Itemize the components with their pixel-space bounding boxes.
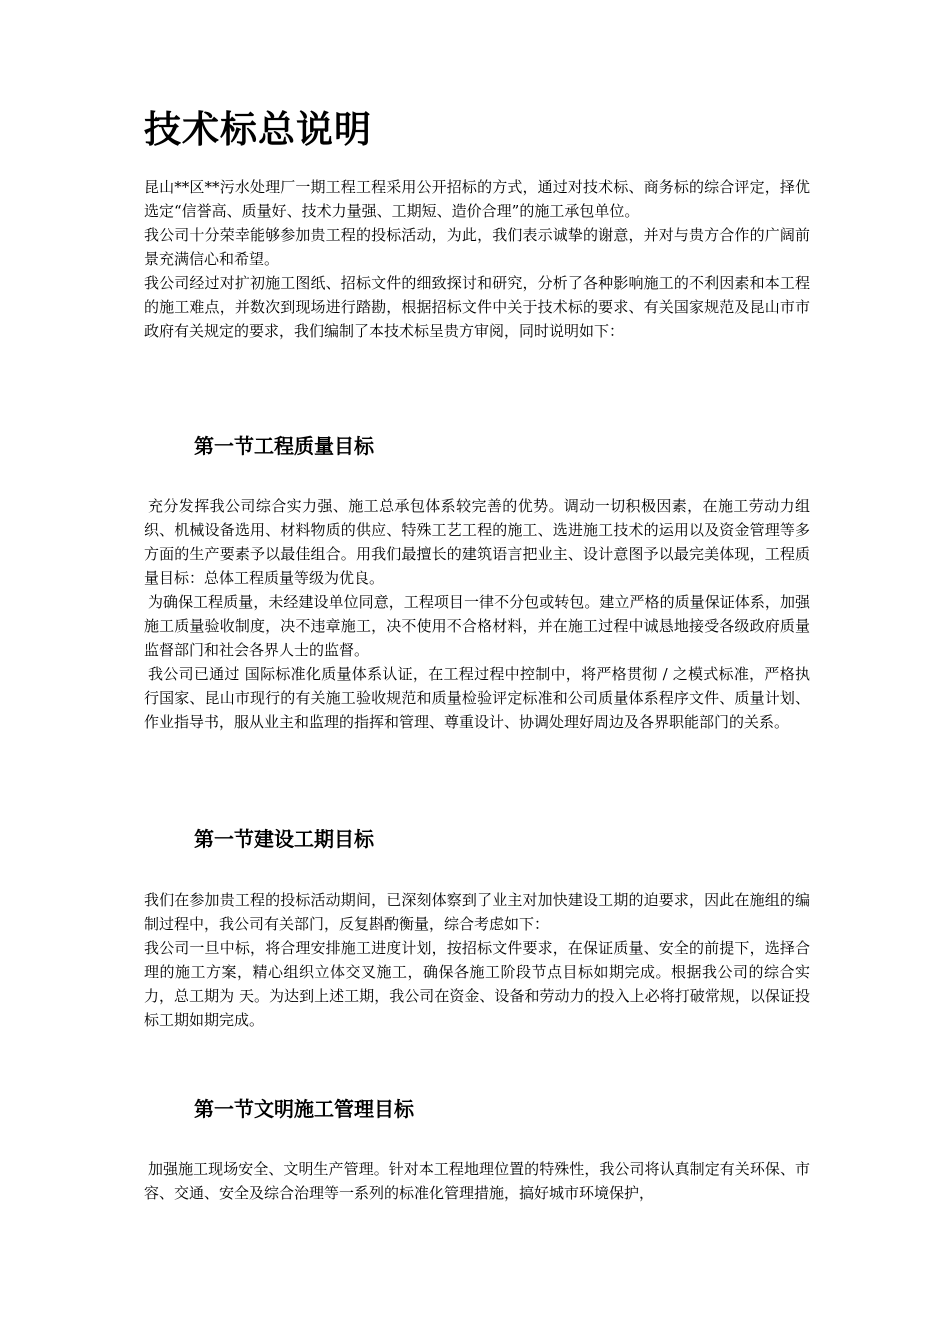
section-paragraph: 我公司已通过 国际标准化质量体系认证，在工程过程中控制中，将严格贯彻 / 之模式标准，严格执行国家、昆山市现行的有关施工验收规范和质量检验评定标准和公司质量体系程序文件、质量计划、作业指导书，服从业主和监理的指挥和管理、尊重设计、协调处理好周边及各界职能部门的关系。 (144, 665, 810, 731)
section-body-schedule (144, 888, 810, 1032)
section-paragraph: 我们在参加贵工程的投标活动期间，已深刻体察到了业主对加快建设工期的迫要求，因此在施组的编制过程中，我公司有关部门，反复斟酌衡量，综合考虑如下： (144, 891, 810, 933)
section-paragraph: 加强施工现场安全、文明生产管理。针对本工程地理位置的特殊性，我公司将认真制定有关环保、市容、交通、安全及综合治理等一系列的标准化管理措施，搞好城市环境保护， (144, 1160, 810, 1202)
section-body-civilized-construction (144, 1157, 810, 1205)
intro-paragraph: 我公司十分荣幸能够参加贵工程的投标活动，为此，我们表示诚挚的谢意，并对与贵方合作的广阔前景充满信心和希望。 (144, 226, 810, 268)
section-heading-civilized-construction: 第一节文明施工管理目标 (194, 1097, 414, 1121)
document-title: 技术标总说明 (144, 107, 372, 151)
section-paragraph: 我公司一旦中标，将合理安排施工进度计划，按招标文件要求，在保证质量、安全的前提下，选择合理的施工方案，精心组织立体交叉施工，确保各施工阶段节点目标如期完成。根据我公司的综合实力，总工期为 天。为达到上述工期，我公司在资金、设备和劳动力的投入上必将打破常规，以保证投标工期如期完成。 (144, 939, 810, 1029)
intro-block (144, 175, 810, 343)
section-heading-quality: 第一节工程质量目标 (194, 434, 374, 458)
intro-paragraph: 我公司经过对扩初施工图纸、招标文件的细致探讨和研究，分析了各种影响施工的不利因素和本工程的施工难点，并数次到现场进行踏勘，根据招标文件中关于技术标的要求、有关国家规范及昆山市市政府有关规定的要求，我们编制了本技术标呈贵方审阅，同时说明如下： (144, 274, 810, 340)
section-paragraph: 为确保工程质量，未经建设单位同意，工程项目一律不分包或转包。建立严格的质量保证体系，加强施工质量验收制度，决不违章施工，决不使用不合格材料，并在施工过程中诚恳地接受各级政府质量监督部门和社会各界人士的监督。 (144, 593, 810, 659)
section-paragraph: 充分发挥我公司综合实力强、施工总承包体系较完善的优势。调动一切积极因素，在施工劳动力组织、机械设备选用、材料物质的供应、特殊工艺工程的施工、选进施工技术的运用以及资金管理等多方面的生产要素予以最佳组合。用我们最擅长的建筑语言把业主、设计意图予以最完美体现，工程质量目标：总体工程质量等级为优良。 (144, 497, 810, 587)
section-heading-schedule: 第一节建设工期目标 (194, 827, 374, 851)
intro-paragraph: 昆山**区**污水处理厂一期工程工程采用公开招标的方式，通过对技术标、商务标的综合评定，择优选定“信誉高、质量好、技术力量强、工期短、造价合理”的施工承包单位。 (144, 178, 810, 220)
section-body-quality (144, 494, 810, 734)
